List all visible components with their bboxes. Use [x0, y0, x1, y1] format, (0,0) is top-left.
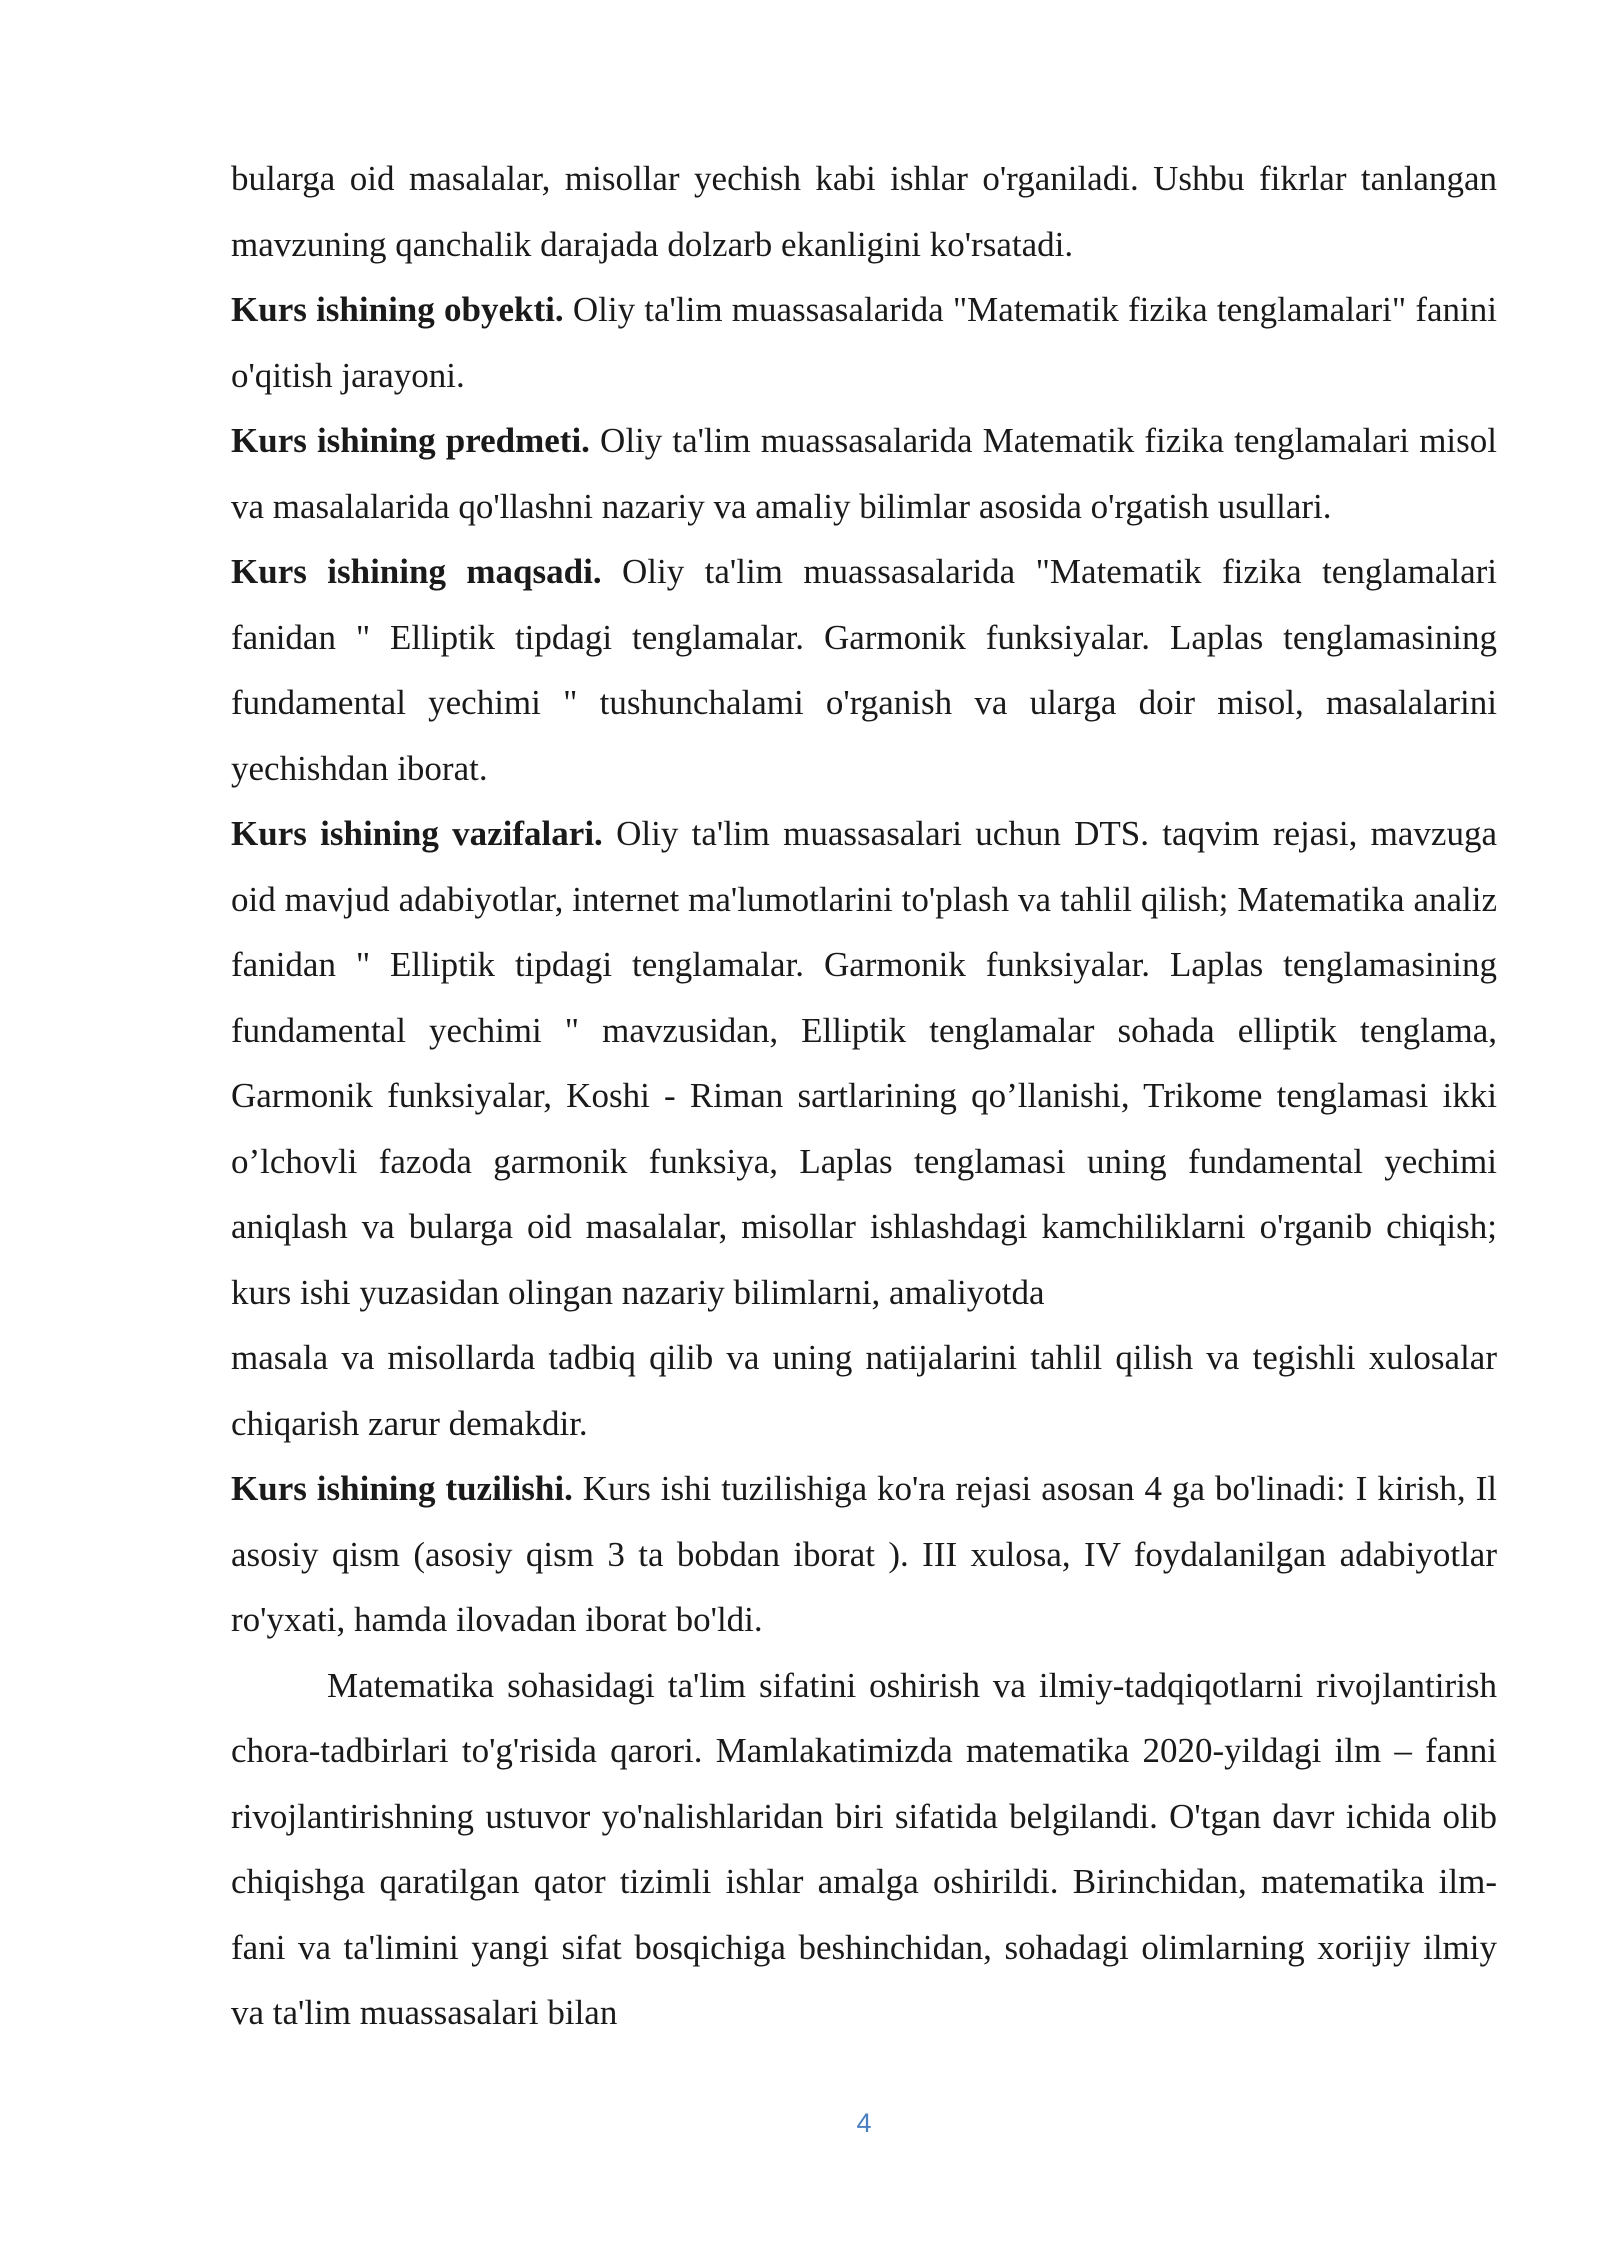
object-text: Oliy ta'lim muassasalarida "Matematik fizika tenglamalari" fanini o'qitish jarayoni.	[231, 290, 1497, 395]
structure-heading: Kurs ishining tuzilishi.	[231, 1469, 573, 1508]
subject-heading: Kurs ishining predmeti.	[231, 421, 590, 460]
goal-paragraph	[231, 539, 1497, 801]
page-number: 4	[856, 2108, 872, 2138]
continuation-paragraph: bularga oid masalalar, misollar yechish kabi ishlar o'rganiladi. Ushbu fikrlar tanlangan mavzuning qanchalik darajada dolzarb ekanligini ko'rsatadi.	[231, 159, 1497, 264]
tasks-text: Oliy ta'lim muassasalari uchun DTS. taqvim rejasi, mavzuga oid mavjud adabiyotlar, internet ma'lumotlarini to'plash va tahlil qilish; Matematika analiz fanidan " Elliptik tipdagi tenglamalar. Garmonik funksiyalar. Laplas tenglamasining fundamental yechimi " mavzusidan, Elliptik tenglamalar sohada elliptik tenglama, Garmonik funksiyalar, Koshi - Riman sartlarining qo’llanishi, Trikome tenglamasi ikki o’lchovli fazoda garmonik funksiya, Laplas tenglamasi uning fundamental yechimi aniqlash va bularga oid masalalar, misollar ishlashdagi kamchiliklarni o'rganib chiqish; kurs ishi yuzasidan olingan nazariy bilimlarni, amaliyotda	[231, 814, 1497, 1312]
document-body	[231, 146, 1497, 2046]
goal-heading: Kurs ishining maqsadi.	[231, 552, 602, 591]
structure-text: Kurs ishi tuzilishiga ko'ra rejasi asosan 4 ga bo'linadi: I kirish, Il asosiy qism (asosiy qism 3 ta bobdan iborat ). III xulosa, IV foydalanilgan adabiyotlar ro'yxati, hamda ilovadan iborat bo'ldi.	[231, 1469, 1498, 1639]
goal-text: Oliy ta'lim muassasalarida "Matematik fizika tenglamalari fanidan " Elliptik tipdagi tenglamalar. Garmonik funksiyalar. Laplas tenglamasining fundamental yechimi " tushunchalami o'rganish va ularga doir misol, masalalarini yechishdan iborat.	[231, 552, 1497, 788]
object-paragraph	[231, 277, 1497, 408]
closing-paragraph: Matematika sohasidagi ta'lim sifatini oshirish va ilmiy-tadqiqotlarni rivojlantirish chora-tadbirlari to'g'risida qarori. Mamlakatimizda matematika 2020-yildagi ilm – fanni rivojlantirishning ustuvor yo'nalishlaridan biri sifatida belgilandi. O'tgan davr ichida olib chiqishga qaratilgan qator tizimli ishlar amalga oshirildi. Birinchidan, matematika ilm-fani va ta'limini yangi sifat bosqichiga beshinchidan, sohadagi olimlarning xorijiy ilmiy va ta'lim muassasalari bilan	[231, 1665, 1497, 2032]
tasks-paragraph	[231, 801, 1497, 1325]
subject-paragraph	[231, 408, 1497, 539]
structure-paragraph	[231, 1456, 1497, 1653]
tasks-heading: Kurs ishining vazifalari.	[231, 814, 603, 853]
tasks-continuation-paragraph: masala va misollarda tadbiq qilib va uning natijalarini tahlil qilish va tegishli xulosalar chiqarish zarur demakdir.	[231, 1338, 1497, 1443]
object-heading: Kurs ishining obyekti.	[231, 290, 564, 329]
subject-text: Oliy ta'lim muassasalarida Matematik fizika tenglamalari misol va masalalarida qo'llashni nazariy va amaliy bilimlar asosida o'rgatish usullari.	[231, 421, 1497, 526]
